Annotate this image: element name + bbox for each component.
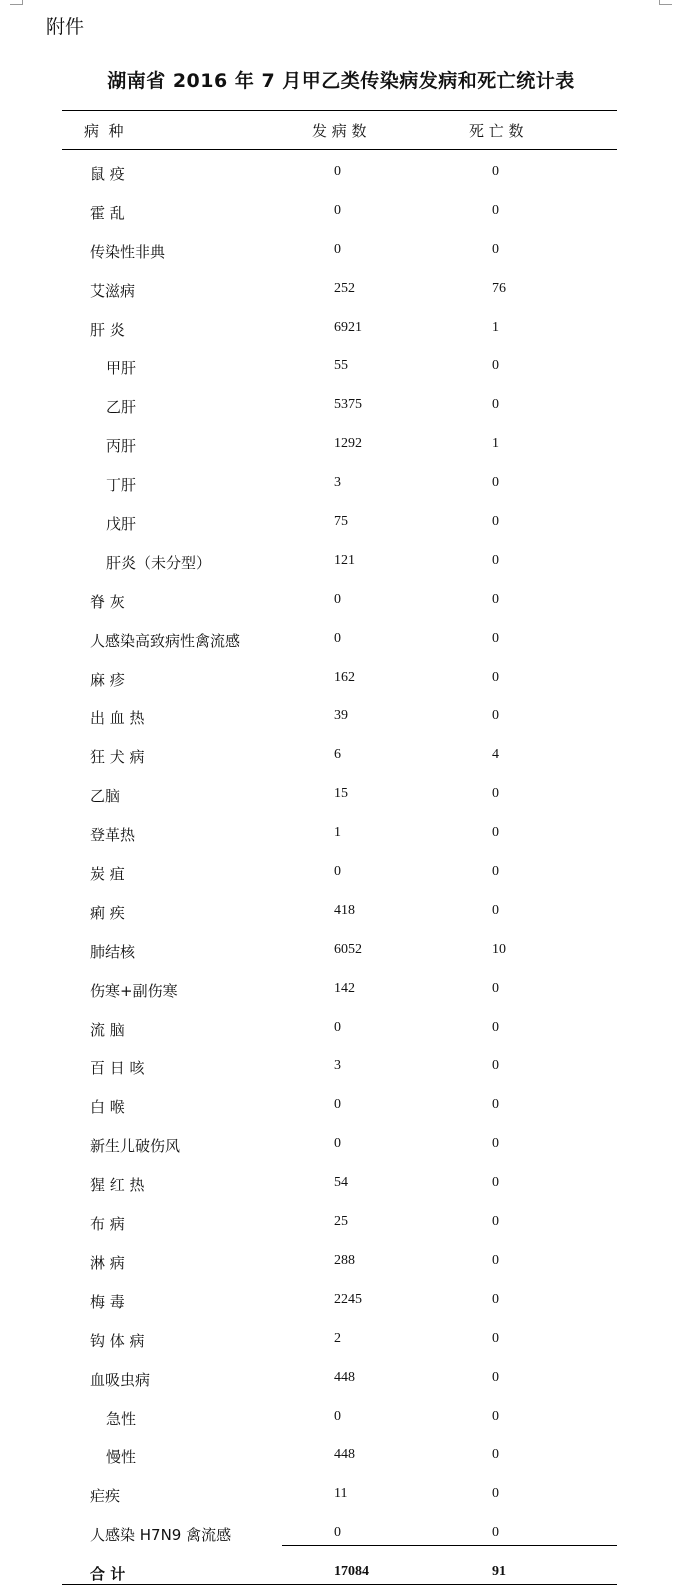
table-row [0, 621, 682, 660]
table-row [0, 1010, 682, 1049]
deaths-cell: 0 [492, 591, 499, 607]
disease-name-cell: 疟疾 [90, 1487, 121, 1506]
cases-cell: 11 [334, 1486, 348, 1502]
table-body [0, 154, 682, 1593]
deaths-cell: 0 [492, 1252, 499, 1268]
table-row [0, 1476, 682, 1515]
deaths-cell: 0 [492, 1486, 499, 1502]
cases-cell: 6 [334, 747, 341, 763]
attachment-label: 附件 [46, 16, 85, 38]
cases-cell: 5375 [334, 397, 362, 413]
header-disease: 病 种 [84, 122, 124, 140]
disease-name-cell: 钩 体 病 [90, 1331, 145, 1350]
table-row [0, 310, 682, 349]
cases-cell: 142 [334, 980, 355, 996]
table-row [0, 1399, 682, 1438]
deaths-cell: 0 [492, 902, 499, 918]
disease-name-cell: 痢 疾 [90, 903, 125, 922]
deaths-cell: 0 [492, 864, 499, 880]
deaths-cell: 0 [492, 1447, 499, 1463]
table-row [0, 815, 682, 854]
cases-cell: 6921 [334, 319, 362, 335]
table-row [0, 1321, 682, 1360]
cases-cell: 2245 [334, 1291, 362, 1307]
cases-cell: 3 [334, 475, 341, 491]
table-row [0, 582, 682, 621]
total-top-rule [282, 1545, 617, 1546]
cases-cell: 0 [334, 591, 341, 607]
table-row [0, 893, 682, 932]
cases-cell: 1 [334, 825, 341, 841]
disease-name-cell: 出 血 热 [90, 709, 145, 728]
table-row [0, 1282, 682, 1321]
disease-name-cell: 梅 毒 [90, 1292, 125, 1311]
disease-name-cell: 狂 犬 病 [90, 748, 145, 767]
cases-cell: 0 [334, 241, 341, 257]
deaths-cell: 0 [492, 669, 499, 685]
disease-name-cell: 戊肝 [106, 515, 137, 534]
deaths-cell: 0 [492, 514, 499, 530]
header-cases: 发 病 数 [312, 122, 367, 140]
table-row [0, 1204, 682, 1243]
disease-name-cell: 肺结核 [90, 942, 136, 961]
deaths-cell: 0 [492, 552, 499, 568]
cases-cell: 6052 [334, 941, 362, 957]
table-row [0, 698, 682, 737]
table-row [0, 1515, 682, 1554]
table-row [0, 1360, 682, 1399]
table-row [0, 271, 682, 310]
table-row [0, 387, 682, 426]
cases-cell: 0 [334, 202, 341, 218]
deaths-cell: 0 [492, 786, 499, 802]
table-row [0, 854, 682, 893]
disease-name-cell: 丁肝 [106, 476, 137, 495]
cases-cell: 2 [334, 1330, 341, 1346]
table-row [0, 465, 682, 504]
cases-cell: 25 [334, 1214, 348, 1230]
deaths-cell: 0 [492, 1330, 499, 1346]
table-row [0, 1087, 682, 1126]
header-bottom-rule [62, 149, 617, 150]
table-row [0, 776, 682, 815]
deaths-cell: 0 [492, 1408, 499, 1424]
cases-cell: 252 [334, 280, 355, 296]
deaths-cell: 1 [492, 319, 499, 335]
deaths-cell: 0 [492, 1097, 499, 1113]
deaths-cell: 0 [492, 475, 499, 491]
disease-name-cell: 乙脑 [90, 787, 121, 806]
disease-name-cell: 合 计 [90, 1565, 126, 1584]
disease-name-cell: 慢性 [106, 1448, 137, 1467]
deaths-cell: 0 [492, 1019, 499, 1035]
cases-cell: 0 [334, 1136, 341, 1152]
disease-name-cell: 炭 疽 [90, 865, 125, 884]
deaths-cell: 0 [492, 241, 499, 257]
deaths-cell: 91 [492, 1564, 506, 1580]
cases-cell: 0 [334, 1525, 341, 1541]
cases-cell: 0 [334, 630, 341, 646]
disease-name-cell: 伤寒+副伤寒 [90, 981, 178, 1000]
disease-name-cell: 鼠 疫 [90, 165, 125, 183]
cases-cell: 54 [334, 1175, 348, 1191]
deaths-cell: 0 [492, 358, 499, 374]
table-top-rule [62, 110, 617, 111]
deaths-cell: 1 [492, 436, 499, 452]
disease-name-cell: 肝 炎 [90, 320, 125, 339]
disease-name-cell: 脊 灰 [90, 592, 125, 611]
disease-name-cell: 传染性非典 [90, 242, 166, 261]
disease-name-cell: 人感染高致病性禽流感 [90, 631, 241, 650]
deaths-cell: 0 [492, 825, 499, 841]
cases-cell: 1292 [334, 436, 362, 452]
table-row [0, 971, 682, 1010]
page-corner-mark-right [659, 0, 672, 5]
deaths-cell: 0 [492, 202, 499, 218]
cases-cell: 39 [334, 708, 348, 724]
deaths-cell: 0 [492, 397, 499, 413]
table-row [0, 1126, 682, 1165]
deaths-cell: 10 [492, 941, 506, 957]
deaths-cell: 0 [492, 1369, 499, 1385]
table-row [0, 426, 682, 465]
disease-name-cell: 艾滋病 [90, 281, 136, 300]
cases-cell: 0 [334, 1408, 341, 1424]
table-row [0, 1165, 682, 1204]
table-row [0, 1243, 682, 1282]
disease-name-cell: 急性 [106, 1409, 137, 1428]
header-deaths: 死 亡 数 [469, 122, 524, 140]
cases-cell: 121 [334, 552, 355, 568]
disease-name-cell: 丙肝 [106, 437, 137, 456]
cases-cell: 162 [334, 669, 355, 685]
disease-name-cell: 白 喉 [90, 1098, 125, 1117]
disease-name-cell: 登革热 [90, 826, 136, 845]
disease-name-cell: 百 日 咳 [90, 1059, 145, 1078]
page-corner-mark-left [10, 0, 23, 5]
deaths-cell: 4 [492, 747, 499, 763]
deaths-cell: 76 [492, 280, 506, 296]
disease-name-cell: 新生儿破伤风 [90, 1137, 181, 1156]
disease-name-cell: 甲肝 [106, 359, 137, 378]
disease-name-cell: 血吸虫病 [90, 1370, 151, 1389]
table-row [0, 737, 682, 776]
table-row [0, 232, 682, 271]
cases-cell: 0 [334, 864, 341, 880]
deaths-cell: 0 [492, 708, 499, 724]
disease-name-cell: 淋 病 [90, 1253, 125, 1272]
deaths-cell: 0 [492, 1058, 499, 1074]
cases-cell: 418 [334, 902, 355, 918]
disease-name-cell: 肝炎（未分型） [106, 553, 212, 572]
table-row [0, 543, 682, 582]
deaths-cell: 0 [492, 1525, 499, 1541]
disease-name-cell: 人感染 H7N9 禽流感 [90, 1526, 232, 1545]
total-row [0, 1554, 682, 1593]
disease-name-cell: 猩 红 热 [90, 1176, 145, 1195]
cases-cell: 75 [334, 514, 348, 530]
table-row [0, 1048, 682, 1087]
disease-name-cell: 霍 乱 [90, 203, 125, 222]
disease-name-cell: 麻 疹 [90, 670, 125, 689]
cases-cell: 3 [334, 1058, 341, 1074]
cases-cell: 0 [334, 164, 341, 179]
cases-cell: 15 [334, 786, 348, 802]
cases-cell: 0 [334, 1097, 341, 1113]
deaths-cell: 0 [492, 1214, 499, 1230]
cases-cell: 448 [334, 1447, 355, 1463]
cases-cell: 0 [334, 1019, 341, 1035]
table-title: 湖南省 2016 年 7 月甲乙类传染病发病和死亡统计表 [107, 70, 575, 92]
cases-cell: 448 [334, 1369, 355, 1385]
table-row [0, 348, 682, 387]
disease-name-cell: 流 脑 [90, 1020, 125, 1039]
deaths-cell: 0 [492, 630, 499, 646]
deaths-cell: 0 [492, 1291, 499, 1307]
deaths-cell: 0 [492, 164, 499, 179]
table-row [0, 504, 682, 543]
cases-cell: 288 [334, 1252, 355, 1268]
deaths-cell: 0 [492, 1136, 499, 1152]
table-row [0, 154, 682, 193]
table-row [0, 660, 682, 699]
disease-name-cell: 乙肝 [106, 398, 137, 417]
deaths-cell: 0 [492, 1175, 499, 1191]
table-bottom-rule [62, 1584, 617, 1585]
table-row [0, 1437, 682, 1476]
table-row [0, 193, 682, 232]
disease-name-cell: 布 病 [90, 1215, 125, 1234]
table-row [0, 932, 682, 971]
deaths-cell: 0 [492, 980, 499, 996]
cases-cell: 17084 [334, 1564, 369, 1580]
cases-cell: 55 [334, 358, 348, 374]
